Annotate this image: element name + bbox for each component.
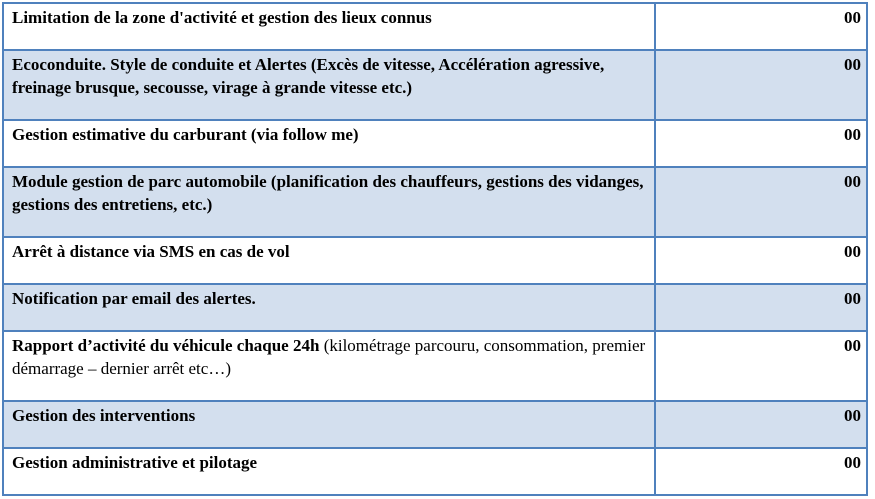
feature-label-bold: Rapport d’activité du véhicule chaque 24h	[12, 336, 320, 355]
feature-value-cell	[655, 284, 867, 331]
table-row	[3, 401, 867, 448]
feature-value-cell	[655, 167, 867, 237]
feature-value: 00	[844, 289, 861, 308]
feature-label: Limitation de la zone d'activité et gestion des lieux connus	[12, 8, 432, 27]
feature-label-cell	[3, 50, 655, 120]
table-row	[3, 50, 867, 120]
feature-value: 00	[844, 172, 861, 191]
feature-value: 00	[844, 125, 861, 144]
feature-label: Gestion administrative et pilotage	[12, 453, 258, 472]
feature-label: Notification par email des alertes.	[12, 289, 256, 308]
feature-value: 00	[844, 453, 861, 472]
feature-value-cell	[655, 120, 867, 167]
feature-value: 00	[844, 242, 861, 261]
feature-label-cell	[3, 331, 655, 401]
feature-value: 00	[844, 336, 861, 355]
feature-label-cell	[3, 448, 655, 495]
table-row	[3, 120, 867, 167]
feature-value-cell	[655, 50, 867, 120]
feature-label: Module gestion de parc automobile (planification des chauffeurs, gestions des vidanges, gestions des entretiens, etc.)	[12, 172, 644, 214]
feature-value-cell	[655, 237, 867, 284]
feature-value-cell	[655, 3, 867, 50]
table-row	[3, 331, 867, 401]
table-row	[3, 237, 867, 284]
feature-label: Gestion des interventions	[12, 406, 196, 425]
table-row	[3, 167, 867, 237]
feature-value-cell	[655, 448, 867, 495]
feature-label-cell	[3, 401, 655, 448]
table-row	[3, 3, 867, 50]
table-row	[3, 284, 867, 331]
feature-value: 00	[844, 406, 861, 425]
feature-label-cell	[3, 3, 655, 50]
feature-value: 00	[844, 8, 861, 27]
feature-value-cell	[655, 331, 867, 401]
features-table	[2, 2, 868, 496]
feature-label: Ecoconduite. Style de conduite et Alertes (Excès de vitesse, Accélération agressive, freinage brusque, secousse, virage à grande vitesse etc.)	[12, 55, 605, 97]
feature-label-cell	[3, 284, 655, 331]
feature-label-cell	[3, 237, 655, 284]
feature-label: Arrêt à distance via SMS en cas de vol	[12, 242, 290, 261]
feature-value: 00	[844, 55, 861, 74]
table-row	[3, 448, 867, 495]
feature-label: Gestion estimative du carburant (via follow me)	[12, 125, 359, 144]
feature-label-cell	[3, 167, 655, 237]
feature-label-detail: (kilométrage parcouru, consommation, premier démarrage – dernier arrêt etc…)	[12, 336, 646, 378]
feature-value-cell	[655, 401, 867, 448]
feature-label-cell	[3, 120, 655, 167]
